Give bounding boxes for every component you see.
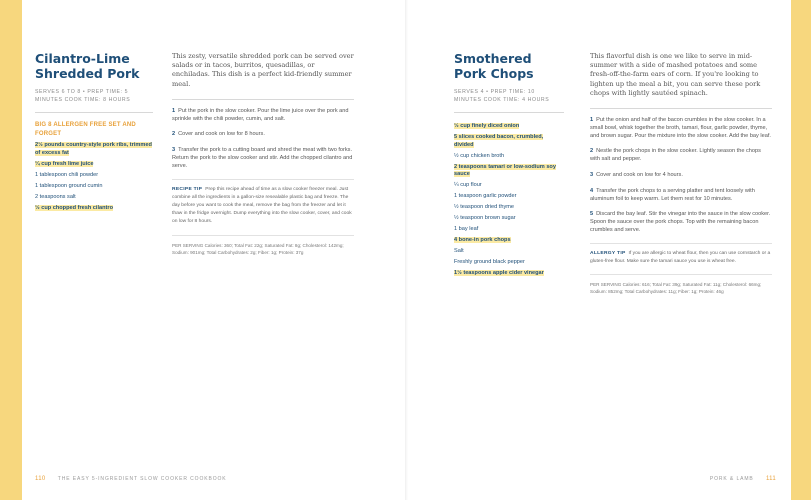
step-text: Transfer the pork to a cutting board and shred the meat with two forks. Return the pork to the slow cooker and stir. Add the chopped cilantro and serve. [172, 147, 353, 169]
direction-step [172, 131, 354, 139]
ingredient-item [454, 153, 564, 161]
right-running-head: PORK & LAMB [709, 476, 754, 482]
left-recipe-title: Cilantro-Lime Shredded Pork [35, 51, 140, 81]
ingredient-text: 1 tablespoon chili powder [35, 171, 99, 178]
right-page-number: 111 [765, 476, 776, 482]
step-number: 4 [590, 187, 594, 194]
ingredient-text: ¼ cup fresh lime juice [35, 160, 94, 167]
ingredient-text: 5 slices cooked bacon, crumbled, divided [454, 133, 544, 148]
ingredient-item [454, 164, 564, 179]
left-page-number: 110 [35, 476, 46, 482]
ingredient-item [454, 237, 564, 245]
step-text: Transfer the pork chops to a serving platter and tent loosely with aluminum foil to keep warm. Let them rest for 10 minutes. [590, 187, 755, 202]
direction-step [590, 117, 772, 140]
left-tip-label: RECIPE TIP [172, 186, 203, 192]
left-recipe-meta: SERVES 6 TO 8 • PREP TIME: 5 MINUTES COOK TIME: 8 HOURS [35, 89, 153, 113]
ingredient-text: 1 tablespoon ground cumin [35, 182, 103, 189]
ingredient-text: ½ teaspoon brown sugar [454, 215, 516, 222]
ingredient-text: ½ teaspoon dried thyme [454, 204, 515, 211]
left-directions-column [172, 52, 354, 256]
direction-step [590, 148, 772, 164]
ingredient-text: ¼ cup flour [454, 182, 482, 189]
ingredient-text: Salt [454, 248, 464, 255]
left-ingredient-list [35, 142, 153, 212]
left-tip-text: Prep this recipe ahead of time as a slow cooker freezer meal. Just combine all the ingredients in a gallon-size resealable plastic bag and freeze. The day before you want to cook the meal, remove the bag from the freezer and let it thaw in the fridge overnight. Dump everything into the slow cooker, cover, and cook on low for 8 hours. [172, 186, 352, 225]
right-allergy-tip [590, 243, 772, 266]
ingredient-item [35, 142, 153, 157]
ingredient-item [454, 182, 564, 190]
step-number: 3 [172, 147, 176, 154]
step-number: 1 [590, 117, 594, 124]
ingredient-text: 2½ pounds country-style pork ribs, trimmed of excess fat [35, 142, 152, 156]
left-running-head: THE EASY 5-INGREDIENT SLOW COOKER COOKBOOK [57, 476, 227, 482]
left-nutrition: PER SERVING Calories: 360; Total Fat: 22g; Saturated Fat: 8g; Cholesterol: 142mg; Sodium: 901mg; Total Carbohydrates: 2g; Fiber: 1g; Protein: 37g [172, 235, 354, 257]
ingredient-item [454, 215, 564, 223]
right-nutrition: PER SERVING Calories: 616; Total Fat: 39g; Saturated Fat: 11g; Cholesterol: 66mg; Sodium: 852mg; Total Carbohydrates: 11g; Fiber: 1g; Protein: 46g [590, 274, 772, 296]
step-number: 2 [172, 131, 176, 138]
ingredient-item [35, 172, 153, 180]
ingredient-text: ½ cup chicken broth [454, 152, 505, 159]
right-ingredient-list [454, 123, 564, 278]
ingredient-item [35, 183, 153, 191]
direction-step [172, 108, 354, 124]
step-text: Put the pork in the slow cooker. Pour the lime juice over the pork and sprinkle with the chili powder, cumin, and salt. [172, 107, 349, 122]
ingredient-item [35, 194, 153, 202]
step-text: Cover and cook on low for 4 hours. [596, 172, 683, 178]
right-tip-label: ALLERGY TIP [590, 250, 626, 256]
right-recipe-title: Smothered Pork Chops [454, 51, 534, 81]
step-text: Cover and cook on low for 8 hours. [178, 131, 265, 138]
left-ingredients-column [35, 51, 153, 216]
ingredient-text: ½ cup finely diced onion [454, 123, 520, 129]
ingredient-item [454, 270, 564, 278]
left-footer [35, 476, 227, 482]
right-intro: This flavorful dish is one we like to serve in mid-summer with a side of mashed potatoes and some fresh-off-the-farm ears of corn. If you're looking to lighten up the meal a bit, you can serve these pork chops with lightly sautéed spinach. [590, 52, 761, 97]
ingredient-text: Freshly ground black pepper [454, 259, 525, 266]
ingredient-text: 1 teaspoon garlic powder [454, 193, 517, 200]
ingredient-item [454, 248, 564, 256]
step-text: Discard the bay leaf. Stir the vinegar into the sauce in the slow cooker. Spoon the sauce over the pork chops. Top with the remaining bacon crumbles and serve. [590, 211, 771, 233]
ingredient-item [454, 259, 564, 267]
ingredient-text: 4 bone-in pork chops [454, 237, 511, 244]
ingredient-text: 1 bay leaf [454, 226, 479, 233]
ingredient-item [454, 204, 564, 212]
direction-step [590, 172, 772, 180]
ingredient-item [35, 205, 153, 213]
step-number: 5 [590, 211, 594, 218]
right-recipe-meta: SERVES 4 • PREP TIME: 10 MINUTES COOK TIME: 4 HOURS [454, 89, 564, 113]
right-footer [710, 476, 776, 482]
ingredient-text: 1½ teaspoons apple cider vinegar [454, 270, 544, 276]
ingredient-item [35, 161, 153, 169]
right-directions-column [590, 52, 772, 296]
step-text: Nestle the pork chops in the slow cooker. Lightly season the chops with salt and pepper. [590, 148, 761, 163]
left-step-list [172, 99, 354, 171]
direction-step [590, 188, 772, 204]
left-recipe-tip [172, 179, 354, 227]
ingredient-item [454, 123, 564, 131]
step-number: 1 [172, 107, 176, 114]
right-step-list [590, 108, 772, 235]
step-text: Put the onion and half of the bacon crumbles in the slow cooker. In a small bowl, whisk together the broth, tamari, flour, garlic powder, thyme, and brown sugar. Pour the mixture into the slow cooker. Add the bay leaf. [590, 117, 771, 139]
direction-step [172, 147, 354, 170]
right-tip-text: If you are allergic to wheat flour, then you can use cornstarch or a gluten-free flour. Make sure the tamari sauce you use is wheat free. [590, 250, 771, 264]
step-number: 2 [590, 148, 594, 155]
right-ingredients-column [454, 51, 564, 281]
page-gutter [405, 0, 408, 500]
step-number: 3 [590, 172, 594, 178]
ingredient-item [454, 226, 564, 234]
ingredient-text: 2 teaspoons salt [35, 193, 76, 200]
ingredient-item [454, 193, 564, 201]
ingredient-item [454, 134, 564, 149]
cookbook-spread [22, 0, 791, 500]
ingredient-text: ½ cup chopped fresh cilantro [35, 204, 114, 211]
left-intro: This zesty, versatile shredded pork can be served over salads or in tacos, burritos, quesadillas, or enchiladas. This dish is a perfect kid-friendly summer meal. [172, 52, 354, 88]
ingredient-text: 2 teaspoons tamari or low-sodium soy sauce [454, 163, 556, 178]
direction-step [590, 211, 772, 234]
left-allergen-badge: BIG 8 ALLERGEN FREE SET AND FORGET [35, 122, 136, 137]
